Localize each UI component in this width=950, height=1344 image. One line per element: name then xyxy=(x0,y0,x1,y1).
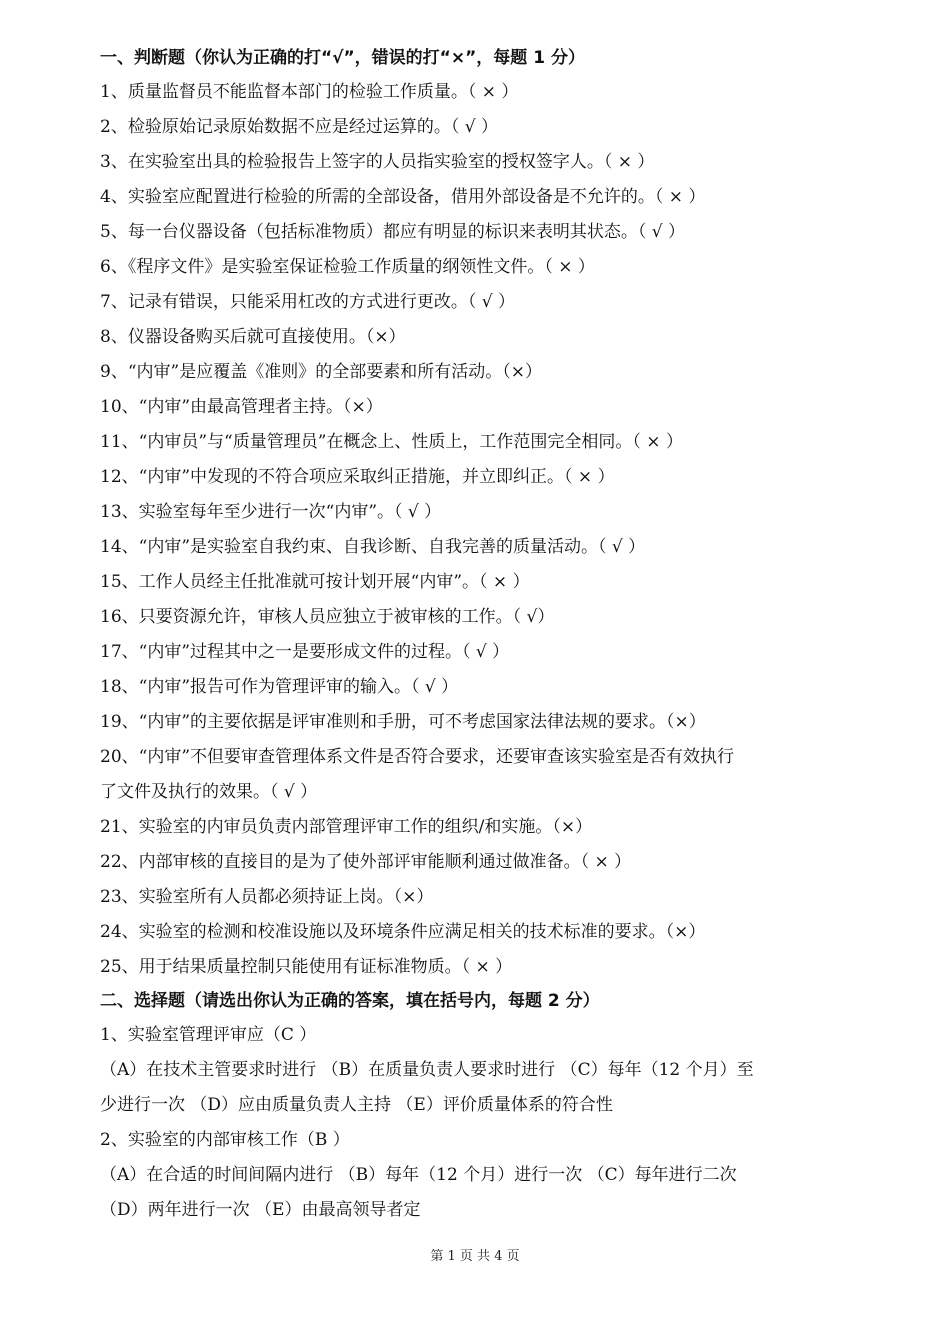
list-item: 2、检验原始记录原始数据不应是经过运算的。（ √ ） xyxy=(100,117,498,137)
page-footer: 第 1 页 共 4 页 xyxy=(430,1249,520,1264)
list-item-continuation: 了文件及执行的效果。（ √ ） xyxy=(100,782,318,802)
list-item: 22、内部审核的直接目的是为了使外部评审能顺利通过做准备。（ × ） xyxy=(100,852,632,872)
list-item: 3、在实验室出具的检验报告上签字的人员指实验室的授权签字人。（ × ） xyxy=(100,152,655,172)
list-item: 24、实验室的检测和校准设施以及环境条件应满足相关的技术标准的要求。（×） xyxy=(100,922,706,942)
list-item: 19、“内审”的主要依据是评审准则和手册，可不考虑国家法律法规的要求。（×） xyxy=(100,712,706,732)
list-item: 25、用于结果质量控制只能使用有证标准物质。（ × ） xyxy=(100,957,513,977)
section-2-list xyxy=(100,1018,840,1228)
list-item: 15、工作人员经主任批准就可按计划开展“内审”。（ × ） xyxy=(100,572,530,592)
list-item: 23、实验室所有人员都必须持证上岗。（×） xyxy=(100,887,434,907)
list-item: 17、“内审”过程其中之一是要形成文件的过程。（ √ ） xyxy=(100,642,510,662)
question-options: （D）两年进行一次 （E）由最高领导者定 xyxy=(100,1200,421,1220)
document-page xyxy=(100,42,840,1228)
section-2-heading: 二、选择题（请选出你认为正确的答案，填在括号内，每题 2 分） xyxy=(100,991,600,1011)
list-item: 4、实验室应配置进行检验的所需的全部设备，借用外部设备是不允许的。（ × ） xyxy=(100,187,706,207)
list-item: 10、“内审”由最高管理者主持。（×） xyxy=(100,397,383,417)
question-options: （A）在技术主管要求时进行 （B）在质量负责人要求时进行 （C）每年（12 个月）至 xyxy=(100,1060,754,1080)
question-options: （A）在合适的时间间隔内进行 （B）每年（12 个月）进行一次 （C）每年进行二次 xyxy=(100,1165,737,1185)
list-item: 21、实验室的内审员负责内部管理评审工作的组织/和实施。（×） xyxy=(100,817,593,837)
list-item: 16、只要资源允许，审核人员应独立于被审核的工作。（ √） xyxy=(100,607,555,627)
list-item: 14、“内审”是实验室自我约束、自我诊断、自我完善的质量活动。（ √ ） xyxy=(100,537,646,557)
list-item: 6、《程序文件》是实验室保证检验工作质量的纲领性文件。（ × ） xyxy=(100,257,595,277)
list-item: 1、质量监督员不能监督本部门的检验工作质量。（ × ） xyxy=(100,82,519,102)
section-1-list xyxy=(100,75,840,985)
list-item: 12、“内审”中发现的不符合项应采取纠正措施，并立即纠正。（ × ） xyxy=(100,467,615,487)
question: 1、实验室管理评审应（C ） xyxy=(100,1025,317,1045)
question: 2、实验室的内部审核工作（B ） xyxy=(100,1130,350,1150)
list-item: 5、每一台仪器设备（包括标准物质）都应有明显的标识来表明其状态。（ √ ） xyxy=(100,222,685,242)
section-1-heading: 一、判断题（你认为正确的打“√”，错误的打“×”，每题 1 分） xyxy=(100,48,585,68)
list-item: 13、实验室每年至少进行一次“内审”。（ √ ） xyxy=(100,502,442,522)
question-options: 少进行一次 （D）应由质量负责人主持 （E）评价质量体系的符合性 xyxy=(100,1095,613,1115)
list-item: 11、“内审员”与“质量管理员”在概念上、性质上，工作范围完全相同。（ × ） xyxy=(100,432,683,452)
list-item: 18、“内审”报告可作为管理评审的输入。（ √ ） xyxy=(100,677,459,697)
list-item: 20、“内审”不但要审查管理体系文件是否符合要求，还要审查该实验室是否有效执行 xyxy=(100,747,735,767)
list-item: 9、“内审”是应覆盖《准则》的全部要素和所有活动。（×） xyxy=(100,362,542,382)
list-item: 8、仪器设备购买后就可直接使用。（×） xyxy=(100,327,406,347)
list-item: 7、记录有错误，只能采用杠改的方式进行更改。（ √ ） xyxy=(100,292,515,312)
